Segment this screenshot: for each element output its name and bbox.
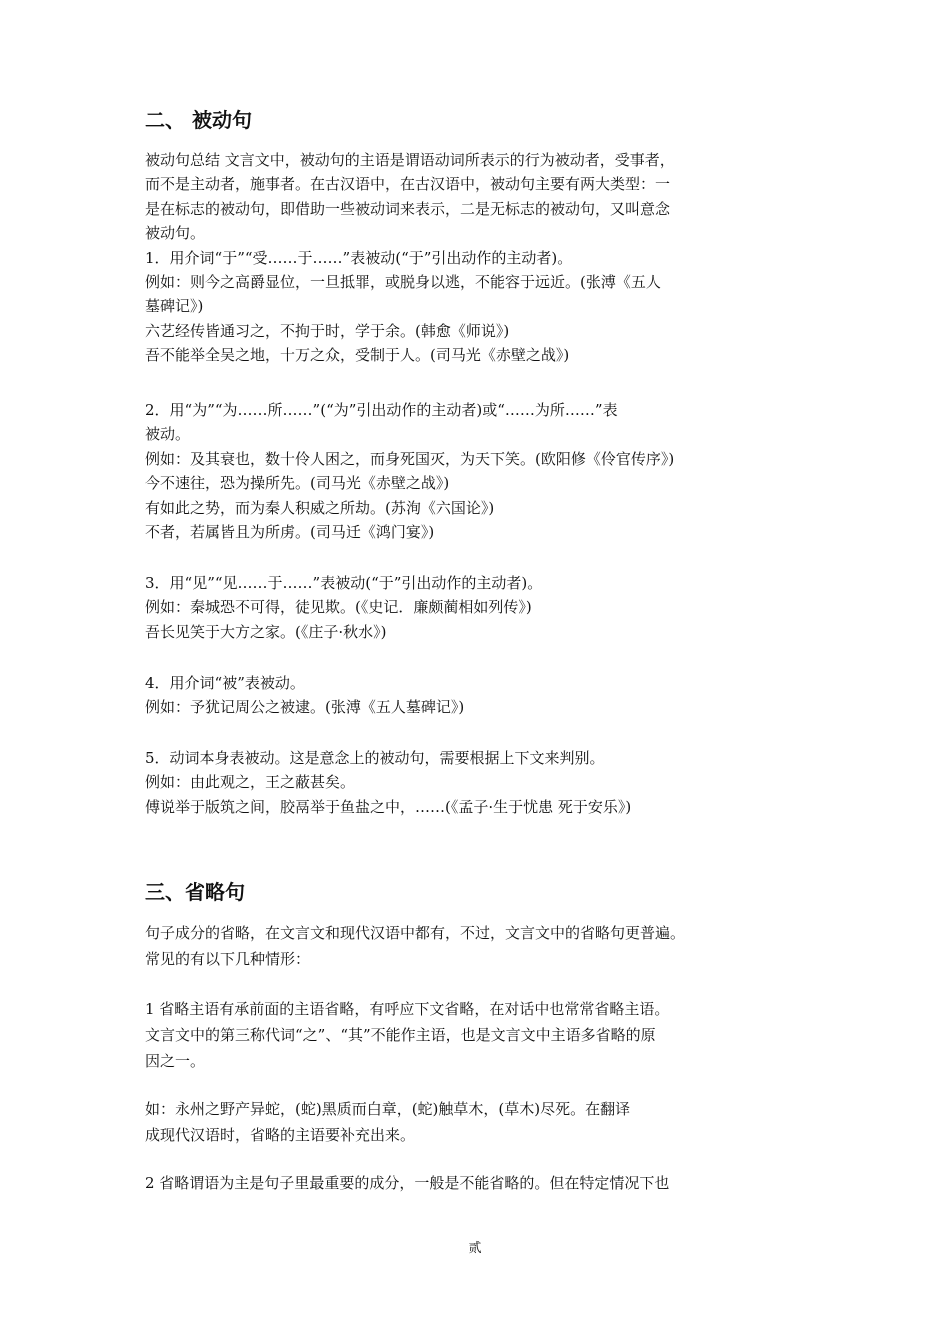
passive-group-5 [145, 746, 810, 819]
text-line: 吾长见笑于大方之家。(《庄子·秋水》) [145, 622, 387, 641]
text-line: 例如：由此观之，王之蔽甚矣。 [145, 773, 356, 792]
text-line: 不者，若属皆且为所虏。(司马迁《鸿门宴》) [145, 523, 435, 542]
text-line: 是在标志的被动句，即借助一些被动词来表示，二是无标志的被动句，又叫意念 [145, 199, 671, 218]
text-line: 被动。 [145, 425, 191, 444]
text-line: 4．用介词“被”表被动。 [145, 674, 305, 692]
text-line: 而不是主动者，施事者。在古汉语中，在古汉语中，被动句主要有两大类型：一 [145, 175, 671, 194]
text-line: 例如：及其衰也，数十伶人困之，而身死国灭，为天下笑。(欧阳修《伶官传序》) [145, 449, 675, 468]
text-line: 被动句。 [145, 224, 206, 243]
text-line: 例如：则今之高爵显位，一旦抵罪，或脱身以逃，不能容于远近。(张溥《五人 [145, 273, 661, 292]
text-line: 例如：予犹记周公之被逮。(张溥《五人墓碑记》) [145, 698, 465, 717]
ellipsis-para-4 [145, 1170, 810, 1196]
passive-intro [145, 148, 810, 368]
text-line: 例如：秦城恐不可得，徒见欺。(《史记．廉颇蔺相如列传》) [145, 598, 532, 617]
text-line: 吾不能举全吴之地，十万之众，受制于人。(司马光《赤壁之战》) [145, 346, 570, 365]
passive-group-2 [145, 398, 810, 544]
text-line: 2．用“为”“为……所……”(“为”引出动作的主动者)或“……为所……”表 [145, 401, 618, 419]
page-number: 贰 [468, 1241, 482, 1256]
text-line: 因之一。 [145, 1052, 206, 1070]
text-line: 成现代汉语时，省略的主语要补充出来。 [145, 1126, 416, 1144]
text-line: 句子成分的省略，在文言文和现代汉语中都有，不过，文言文中的省略句更普遍。 [145, 924, 686, 942]
text-line: 2 省略谓语为主是句子里最重要的成分，一般是不能省略的。但在特定情况下也 [145, 1174, 670, 1192]
text-line: 常见的有以下几种情形： [145, 950, 311, 968]
text-line: 5．动词本身表被动。这是意念上的被动句，需要根据上下文来判别。 [145, 749, 605, 767]
text-line: 今不速往，恐为操所先。(司马光《赤壁之战》) [145, 474, 450, 493]
text-line: 六艺经传皆通习之，不拘于时，学于余。(韩愈《师说》) [145, 321, 510, 340]
ellipsis-para-3 [145, 1096, 810, 1148]
ellipsis-para-2 [145, 996, 810, 1074]
passive-group-3 [145, 571, 810, 644]
text-line: 1．用介词“于”“受……于……”表被动(“于”引出动作的主动者)。 [145, 248, 573, 267]
text-line: 傅说举于版筑之间，胶鬲举于鱼盐之中，……(《孟子·生于忧患 死于安乐》) [145, 797, 632, 816]
section-heading-ellipsis: 三、省略句 [145, 880, 245, 904]
passive-group-4 [145, 671, 810, 720]
text-line: 文言文中的第三称代词“之”、“其”不能作主语，也是文言文中主语多省略的原 [145, 1026, 656, 1044]
text-line: 墓碑记》) [145, 297, 204, 316]
text-line: 被动句总结 文言文中，被动句的主语是谓语动词所表示的行为被动者，受事者， [145, 151, 675, 169]
text-line: 1 省略主语有承前面的主语省略，有呼应下文省略，在对话中也常常省略主语。 [145, 1000, 670, 1018]
text-line: 有如此之势，而为秦人积威之所劫。(苏洵《六国论》) [145, 498, 495, 517]
text-line: 如：永州之野产异蛇，(蛇)黑质而白章，(蛇)触草木，(草木)尽死。在翻译 [145, 1100, 631, 1118]
ellipsis-para-1 [145, 920, 810, 972]
section-heading-passive: 二、 被动句 [145, 108, 252, 132]
text-line: 3．用“见”“见……于……”表被动(“于”引出动作的主动者)。 [145, 574, 543, 592]
